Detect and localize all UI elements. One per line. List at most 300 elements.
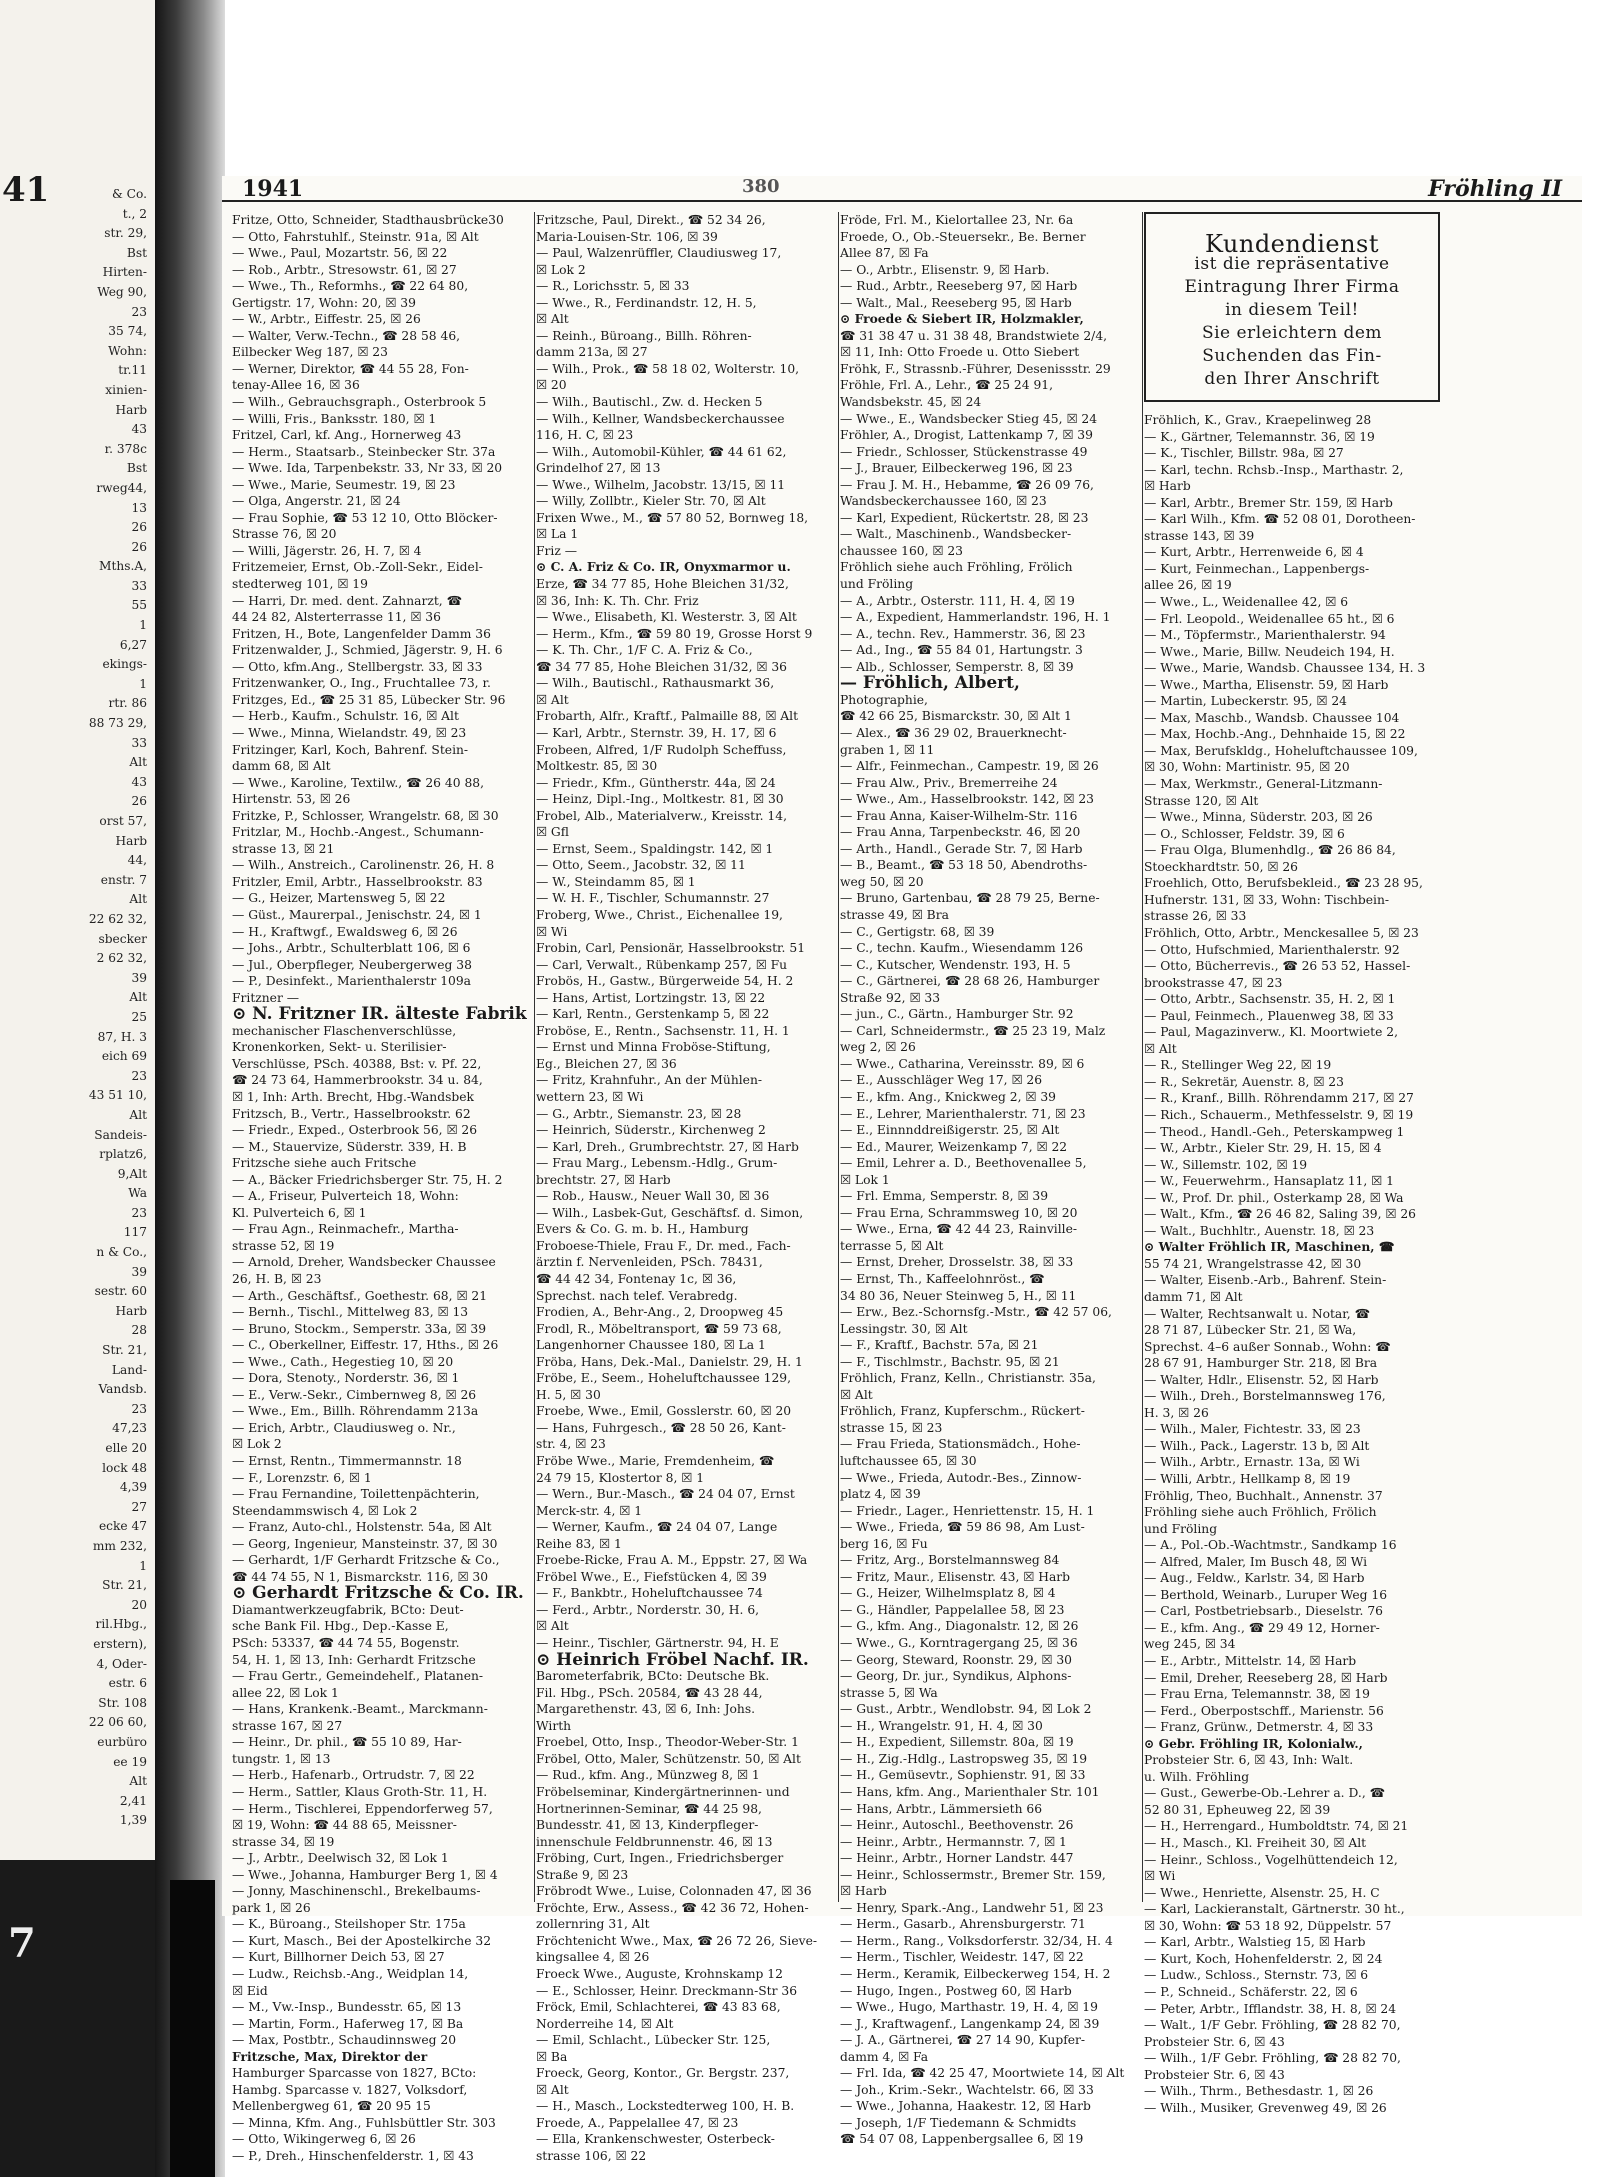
directory-entry-line: Fröbrodt Wwe., Luise, Colonnaden 47, ☒ 36 — [536, 1884, 812, 1899]
previous-page-fragment: Weg 90, — [97, 284, 147, 299]
previous-page-fragment: xinien- — [105, 382, 147, 397]
directory-entry-line: — P., Desinfekt., Marienthalerstr 109a — [232, 974, 472, 989]
directory-entry-line: 28 67 91, Hamburger Str. 218, ☒ Bra — [1144, 1356, 1378, 1371]
directory-entry-line: Verschlüsse, PSch. 40388, Bst: v. Pf. 22, — [232, 1056, 482, 1071]
previous-page-fragment: 25 — [131, 1009, 147, 1024]
directory-entry-line: brechtstr. 27, ☒ Harb — [536, 1172, 671, 1187]
directory-entry-line: — Frl. Leopold., Weidenallee 65 ht., ☒ 6 — [1144, 611, 1395, 626]
previous-page-fragment: 87, H. 3 — [97, 1029, 147, 1044]
directory-entry-line: — Paul, Feinmech., Plauenweg 38, ☒ 33 — [1144, 1008, 1394, 1023]
directory-entry-line: — R., Sekretär, Auenstr. 8, ☒ 23 — [1144, 1074, 1344, 1089]
directory-entry-line: sche Bank Fil. Hbg., Dep.-Kasse E, — [232, 1619, 449, 1634]
directory-entry-line: — Herm., Keramik, Eilbeckerweg 154, H. 2 — [840, 1966, 1111, 1981]
directory-entry-line: — Frau Sophie, ☎ 53 12 10, Otto Blöcker- — [232, 510, 498, 525]
directory-entry-line: — A., techn. Rev., Hammerstr. 36, ☒ 23 — [840, 626, 1086, 641]
directory-entry-line: Froböse, E., Rentn., Sachsenstr. 11, H. 1 — [536, 1023, 790, 1038]
directory-entry-line: — Ad., Ing., ☎ 55 84 01, Hartungstr. 3 — [840, 643, 1083, 658]
directory-entry-line: platz 4, ☒ 39 — [840, 1487, 921, 1502]
directory-entry-line: — Paul, Magazinverw., Kl. Moortwiete 2, — [1144, 1025, 1399, 1040]
previous-page-fragment: n & Co., — [96, 1245, 147, 1260]
directory-entry-line: — Peter, Arbtr., Ifflandstr. 38, H. 8, ☒ 24 — [1144, 2001, 1397, 2016]
previous-page-text-fragments — [0, 0, 155, 2177]
directory-entry-line: Probsteier Str. 6, ☒ 43 — [1144, 2034, 1285, 2049]
directory-entry-line: — Hans, Artist, Lortzingstr. 13, ☒ 22 — [536, 990, 766, 1005]
directory-entry-line: mechanischer Flaschenverschlüsse, — [232, 1023, 457, 1038]
directory-entry-line: — Wilh., Lasbek-Gut, Geschäftsf. d. Simon, — [536, 1205, 804, 1220]
directory-entry-line: — Wilh., Thrm., Bethesdastr. 1, ☒ 26 — [1144, 2084, 1374, 2099]
directory-entry-line: — G., Arbtr., Siemanstr. 23, ☒ 28 — [536, 1106, 742, 1121]
directory-entry-line: — Frau Frieda, Stationsmädch., Hohe- — [840, 1437, 1081, 1452]
previous-page-fragment: 39 — [131, 970, 147, 985]
directory-entry-line: — Johs., Arbtr., Schulterblatt 106, ☒ 6 — [232, 941, 471, 956]
previous-page-fragment: 39 — [131, 1264, 147, 1279]
directory-entry-line: PSch: 53337, ☎ 44 74 55, Bogenstr. — [232, 1636, 460, 1651]
directory-entry-line: — Carl, Postbetriebsarb., Dieselstr. 76 — [1144, 1604, 1384, 1619]
directory-entry-line: — E., kfm. Ang., Knickweg 2, ☒ 39 — [840, 1089, 1056, 1104]
directory-entry-line: Fröhlich siehe auch Fröhling, Frölich — [840, 560, 1073, 575]
previous-page-fragment: rplatz6, — [99, 1147, 147, 1162]
directory-entry-line: Sprechst. 4–6 außer Sonnab., Wohn: ☎ — [1144, 1339, 1391, 1354]
previous-page-fragment: eich 69 — [101, 1049, 147, 1064]
previous-page-fragment: 28 — [131, 1323, 147, 1338]
directory-entry-line: — Werner, Direktor, ☎ 44 55 28, Fon- — [232, 361, 469, 376]
directory-entry-line: Fröde, Frl. M., Kielortallee 23, Nr. 6a — [840, 213, 1074, 227]
directory-entry-line: ☒ 20 — [536, 378, 567, 393]
previous-page-fragment: Sandeis- — [94, 1127, 147, 1142]
directory-entry-line: — Wwe., Catharina, Vereinsstr. 89, ☒ 6 — [840, 1056, 1085, 1071]
directory-entry-line: — Max, Maschb., Wandsb. Chaussee 104 — [1144, 710, 1400, 725]
directory-entry-line: allee 22, ☒ Lok 1 — [232, 1685, 339, 1700]
directory-entry-line: — Friedr., Lager., Henriettenstr. 15, H. 1 — [840, 1503, 1095, 1518]
directory-entry-line: — E., Lehrer, Marienthalerstr. 71, ☒ 23 — [840, 1106, 1086, 1121]
directory-entry-line: — Wwe., Frieda, ☎ 59 86 98, Am Lust- — [840, 1520, 1085, 1535]
directory-entry-line: Eg., Bleichen 27, ☒ 36 — [536, 1056, 677, 1071]
directory-entry-line: — Franz, Grünw., Detmerstr. 4, ☒ 33 — [1144, 1720, 1374, 1735]
directory-entry-line: — Frl. Emma, Semperstr. 8, ☒ 39 — [840, 1189, 1049, 1204]
directory-entry-line: Hortnerinnen-Seminar, ☎ 44 25 98, — [536, 1801, 762, 1816]
directory-entry-line: — Kurt, Feinmechan., Lappenbergs- — [1144, 561, 1370, 576]
directory-entry-line: Frobös, H., Gastw., Bürgerweide 54, H. 2 — [536, 974, 794, 989]
directory-entry-line: Hamburger Sparcasse von 1827, BCto: — [232, 2066, 477, 2081]
directory-entry-line: ☒ Wi — [1144, 1869, 1176, 1884]
book-gutter-shadow — [155, 0, 225, 2177]
directory-entry-line: — Wilh., Musiker, Grevenweg 49, ☒ 26 — [1144, 2100, 1387, 2115]
previous-page-fragment: 4,39 — [119, 1480, 147, 1495]
previous-page-fragment: str. 29, — [104, 226, 147, 241]
previous-page-fragment: 1,39 — [119, 1813, 147, 1828]
directory-entry-line: — Jul., Oberpfleger, Neubergerweg 38 — [232, 957, 472, 972]
directory-entry-line: — Herb., Kaufm., Schulstr. 16, ☒ Alt — [232, 709, 459, 724]
directory-entry-line: 28 71 87, Lübecker Str. 21, ☒ Wa, — [1144, 1323, 1357, 1338]
directory-entry-line: — Wwe., Minna, Wielandstr. 49, ☒ 23 — [232, 725, 467, 740]
directory-entry-line: Fröbelseminar, Kindergärtnerinnen- und — [536, 1784, 790, 1799]
directory-entry-line: — Herm., Tischler, Weidestr. 147, ☒ 22 — [840, 1950, 1084, 1965]
directory-entry-line: Fritzenwalder, J., Schmied, Jägerstr. 9, H. 6 — [232, 643, 503, 658]
directory-entry-line: ☒ La 1 — [536, 527, 579, 542]
directory-entry-line: — Otto, kfm.Ang., Stellbergstr. 33, ☒ 33 — [232, 659, 483, 674]
directory-entry-line: — Joseph, 1/F Tiedemann & Schmidts — [840, 2115, 1077, 2130]
previous-page-fragment: 27 — [131, 1499, 147, 1514]
directory-entry-line: — C., Kutscher, Wendenstr. 193, H. 5 — [840, 957, 1071, 972]
directory-entry-line: — Kurt, Billhorner Deich 53, ☒ 27 — [232, 1950, 445, 1965]
directory-entry-line: ⊙ Froede & Siebert IR, Holzmakler, — [840, 311, 1084, 327]
directory-entry-line: — M., Vw.-Insp., Bundesstr. 65, ☒ 13 — [232, 2000, 462, 2015]
directory-entry-line: — Theod., Handl.-Geh., Peterskampweg 1 — [1144, 1124, 1405, 1139]
directory-entry-line: Diamantwerkzeugfabrik, BCto: Deut- — [232, 1602, 464, 1617]
previous-page-fragment: 44, — [127, 853, 147, 868]
directory-entry-line: — F., Kraftf., Bachstr. 57a, ☒ 21 — [840, 1338, 1039, 1353]
directory-entry-line: — A., Arbtr., Osterstr. 111, H. 4, ☒ 19 — [840, 593, 1075, 608]
directory-entry-line: — O., Arbtr., Elisenstr. 9, ☒ Harb. — [840, 262, 1050, 277]
directory-entry-line: — Alfr., Feinmechan., Campestr. 19, ☒ 26 — [840, 759, 1099, 774]
directory-entry-line: — Erw., Bez.-Schornsfg.-Mstr., ☎ 42 57 06, — [840, 1305, 1112, 1320]
previous-page-fragment: 2,41 — [119, 1793, 147, 1808]
directory-entry-line: kingsallee 4, ☒ 26 — [536, 1950, 650, 1965]
directory-entry-line: — Walt., Buchhltr., Auenstr. 18, ☒ 23 — [1144, 1223, 1375, 1238]
directory-entry-line: Eilbecker Weg 187, ☒ 23 — [232, 345, 388, 360]
directory-entry-line: 24 79 15, Klostertor 8, ☒ 1 — [536, 1470, 705, 1485]
previous-page-fragment: r. 378c — [104, 441, 147, 456]
directory-entry-line: — K., Büroang., Steilshoper Str. 175a — [232, 1917, 466, 1932]
directory-entry-line: — Walt., Mal., Reeseberg 95, ☒ Harb — [840, 295, 1072, 310]
directory-entry-line: — Karl, Arbtr., Bremer Str. 159, ☒ Harb — [1144, 495, 1393, 510]
previous-page-fragment: 13 — [131, 500, 147, 515]
previous-page-fragment: 33 — [131, 578, 147, 593]
header-running-head: Fröhling II — [1428, 176, 1562, 202]
directory-entry-line: — Wilh., Prok., ☎ 58 18 02, Wolterstr. 10, — [536, 361, 800, 376]
kundendienst-advert-box — [1144, 212, 1440, 402]
directory-entry-line: — R., Kranf., Billh. Röhrendamm 217, ☒ 27 — [1144, 1091, 1414, 1106]
directory-entry-line: — C., Oberkellner, Eiffestr. 17, Hths., ☒ 26 — [232, 1338, 499, 1353]
previous-page-year-fragment: 41 — [2, 170, 50, 210]
directory-entry-line: — Bruno, Stockm., Semperstr. 33a, ☒ 39 — [232, 1321, 487, 1336]
directory-entry-line: ☎ 54 07 08, Lappenbergsallee 6, ☒ 19 — [840, 2132, 1084, 2147]
directory-entry-line: Fritzsche, Max, Direktor der — [232, 2048, 428, 2064]
directory-entry-line: — Frau Olga, Blumenhdlg., ☎ 26 86 84, — [1144, 843, 1396, 858]
directory-entry-line: — Hans, Fuhrgesch., ☎ 28 50 26, Kant- — [536, 1420, 786, 1435]
directory-entry-line: Strasse 120, ☒ Alt — [1144, 793, 1259, 808]
directory-entry-line: u. Wilh. Fröhling — [1144, 1769, 1250, 1784]
directory-entry-line: berg 16, ☒ Fu — [840, 1536, 928, 1551]
directory-entry-line: — Paul, Walzenrüffler, Claudiusweg 17, — [536, 246, 782, 261]
directory-entry-line: Reihe 83, ☒ 1 — [536, 1536, 622, 1551]
previous-page-fragment: ekings- — [102, 657, 147, 672]
directory-entry-line: — Wilh., Pack., Lagerstr. 13 b, ☒ Alt — [1144, 1438, 1370, 1453]
directory-entry-line: — Frau Anna, Kaiser-Wilhelm-Str. 116 — [840, 808, 1078, 823]
directory-entry-line: ☒ Alt — [840, 1387, 873, 1402]
directory-entry-line: — Fritz, Maur., Elisenstr. 43, ☒ Harb — [840, 1569, 1071, 1584]
directory-entry-line: Fritzner — — [232, 990, 300, 1005]
directory-entry-line: Fröbel, Otto, Maler, Schützenstr. 50, ☒ Alt — [536, 1751, 801, 1766]
directory-entry-line: — J., Brauer, Eilbeckerweg 196, ☒ 23 — [840, 461, 1073, 476]
directory-entry-line: Fritzsche siehe auch Fritsche — [232, 1156, 417, 1171]
directory-entry-line: Grindelhof 27, ☒ 13 — [536, 461, 661, 476]
directory-entry-line: — Ed., Maurer, Weizenkamp 7, ☒ 22 — [840, 1139, 1068, 1154]
directory-entry-line: — Heinr., Schlossermstr., Bremer Str. 159, — [840, 1867, 1106, 1882]
directory-entry-line: Fritzemeier, Ernst, Ob.-Zoll-Sekr., Eidel- — [232, 560, 483, 575]
directory-entry-line: ☒ 30, Wohn: ☎ 53 18 92, Düppelstr. 57 — [1144, 1918, 1392, 1933]
directory-entry-line: — R., Stellinger Weg 22, ☒ 19 — [1144, 1058, 1332, 1073]
directory-entry-line: — Reinh., Büroang., Billh. Röhren- — [536, 328, 752, 343]
directory-entry-line: Froebe, Wwe., Emil, Gosslerstr. 60, ☒ 20 — [536, 1404, 792, 1419]
directory-entry-line: damm 213a, ☒ 27 — [536, 345, 648, 360]
previous-page-fragment: sbecker — [98, 931, 147, 946]
previous-page-fragment: 23 — [131, 1401, 147, 1416]
directory-entry-line: — W., Feuerwehrm., Hansaplatz 11, ☒ 1 — [1144, 1174, 1394, 1189]
directory-entry-line: — H., Kraftwgf., Ewaldsweg 6, ☒ 26 — [232, 924, 458, 939]
directory-entry-line: Froede, A., Pappelallee 47, ☒ 23 — [536, 2115, 739, 2130]
directory-entry-line: ☎ 44 42 34, Fontenay 1c, ☒ 36, — [536, 1272, 737, 1286]
previous-page-fragment: & Co. — [111, 187, 147, 201]
directory-entry-line: ☒ 11, Inh: Otto Froede u. Otto Siebert — [840, 345, 1080, 360]
directory-entry-line: — Karl, Expedient, Rückertstr. 28, ☒ 23 — [840, 510, 1089, 525]
directory-entry-line: — Otto, Fahrstuhlf., Steinstr. 91a, ☒ Alt — [232, 229, 479, 244]
directory-column-3 — [840, 212, 1138, 2147]
directory-entry-line: — H., Expedient, Sillemstr. 80a, ☒ 19 — [840, 1735, 1074, 1750]
directory-entry-line: Froehlich, Otto, Berufsbekleid., ☎ 23 28 95, — [1144, 876, 1423, 891]
previous-page-fragment: Harb — [115, 1303, 147, 1318]
directory-entry-line: — Arnold, Dreher, Wandsbecker Chaussee — [232, 1255, 496, 1270]
directory-entry-line: Kl. Pulverteich 6, ☒ 1 — [232, 1205, 367, 1220]
directory-entry-line: — Herm., Kfm., ☎ 59 80 19, Grosse Horst 9 — [536, 626, 813, 641]
directory-entry-line: ☒ Eid — [232, 1983, 268, 1998]
previous-page-fragment: 23 — [131, 1068, 147, 1083]
directory-entry-line: strasse 167, ☒ 27 — [232, 1718, 343, 1733]
directory-entry-line: — Wilh., Dreh., Borstelmannsweg 176, — [1144, 1389, 1386, 1404]
previous-page-fragment: 2 62 32, — [96, 951, 147, 966]
directory-entry-line: — W., Sillemstr. 102, ☒ 19 — [1144, 1157, 1308, 1172]
directory-entry-line: — Friedr., Schlosser, Stückenstrasse 49 — [840, 444, 1088, 459]
directory-entry-line: Fröchtenicht Wwe., Max, ☎ 26 72 26, Sieve- — [536, 1933, 818, 1948]
directory-entry-line: ☒ 19, Wohn: ☎ 44 88 65, Meissner- — [232, 1818, 457, 1833]
directory-entry-line: — O., Schlosser, Feldstr. 39, ☒ 6 — [1144, 826, 1345, 841]
directory-entry-line: — Ella, Krankenschwester, Osterbeck- — [536, 2132, 775, 2147]
directory-entry-line: — Bernh., Tischl., Mittelweg 83, ☒ 13 — [232, 1305, 469, 1320]
directory-entry-line: Fritzges, Ed., ☎ 25 31 85, Lübecker Str. 96 — [232, 692, 506, 707]
previous-page-fragment: Mths.A, — [98, 559, 147, 574]
directory-entry-line: — Wwe., Em., Billh. Röhrendamm 213a — [232, 1404, 479, 1419]
directory-entry-line: — Frau Agn., Reinmachefr., Martha- — [232, 1222, 459, 1237]
directory-entry-line: — Otto, Hufschmied, Marienthalerstr. 92 — [1144, 942, 1400, 957]
directory-entry-line: — Wwe. Ida, Tarpenbekstr. 33, Nr 33, ☒ 20 — [232, 461, 503, 476]
directory-entry-line: — Karl, Arbtr., Walstieg 15, ☒ Harb — [1144, 1935, 1366, 1950]
directory-entry-line: Froebel, Otto, Insp., Theodor-Weber-Str. 1 — [536, 1735, 799, 1750]
directory-entry-line: — Wwe., Th., Reformhs., ☎ 22 64 80, — [232, 279, 469, 294]
previous-page-fragment: Alt — [129, 1774, 147, 1789]
directory-entry-line: — Fritz, Arg., Borstelmannsweg 84 — [840, 1553, 1060, 1568]
directory-entry-line: — Friedr., Kfm., Güntherstr. 44a, ☒ 24 — [536, 775, 776, 790]
directory-entry-line: — W., Arbtr., Kieler Str. 29, H. 15, ☒ 4 — [1144, 1141, 1382, 1156]
directory-entry-line: Photographie, — [840, 692, 928, 707]
directory-entry-line: ⊙ Heinrich Fröbel Nachf. IR. — [536, 1649, 809, 1670]
previous-page-fragment: 33 — [131, 735, 147, 750]
directory-entry-line: — Friedr., Exped., Osterbrook 56, ☒ 26 — [232, 1123, 478, 1138]
directory-entry-line: — Bruno, Gartenbau, ☎ 28 79 25, Berne- — [840, 891, 1100, 906]
directory-entry-line: — Aug., Feldw., Karlstr. 34, ☒ Harb — [1144, 1571, 1365, 1586]
directory-entry-line: — Ernst, Rentn., Timmermannstr. 18 — [232, 1454, 462, 1469]
directory-entry-line: ☒ Gfl — [536, 825, 569, 840]
directory-entry-line: strasse 13, ☒ 21 — [232, 841, 335, 856]
directory-entry-line: Hirtenstr. 53, ☒ 26 — [232, 792, 351, 807]
directory-entry-line: strasse 49, ☒ Bra — [840, 907, 949, 922]
directory-entry-line: ☒ Alt — [536, 692, 569, 707]
directory-entry-line: — Frau Alw., Priv., Bremerreihe 24 — [840, 775, 1058, 790]
directory-entry-line: — Franz, Auto-chl., Holstenstr. 54a, ☒ Alt — [232, 1520, 492, 1535]
directory-entry-line: ☒ Lok 2 — [536, 262, 586, 277]
previous-page-fragment: eurbüro — [97, 1734, 147, 1749]
directory-entry-line: — Wilh., Maler, Fichtestr. 33, ☒ 23 — [1144, 1422, 1361, 1437]
directory-entry-line: — Ernst und Minna Froböse-Stiftung, — [536, 1040, 771, 1055]
directory-entry-line: — P., Schneid., Schäferstr. 22, ☒ 6 — [1144, 1984, 1358, 1999]
directory-entry-line: ☒ Ba — [536, 2049, 568, 2064]
directory-entry-line: — Wern., Bur.-Masch., ☎ 24 04 07, Ernst — [536, 1487, 795, 1502]
directory-entry-line: — Wwe., E., Wandsbecker Stieg 45, ☒ 24 — [840, 411, 1098, 426]
directory-entry-line: Moltkestr. 85, ☒ 30 — [536, 759, 658, 774]
directory-entry-line: — Max, Hochb.-Ang., Dehnhaide 15, ☒ 22 — [1144, 727, 1406, 742]
previous-page-fragment: Alt — [129, 755, 147, 770]
directory-entry-line: — Willy, Zollbtr., Kieler Str. 70, ☒ Alt — [536, 494, 766, 509]
directory-entry-line: — Wwe., Erna, ☎ 42 44 23, Rainville- — [840, 1222, 1078, 1237]
directory-entry-line: — Karl, Lackieranstalt, Gärtnerstr. 30 ht., — [1144, 1902, 1405, 1917]
previous-page-fragment: 20 — [131, 1597, 147, 1612]
directory-entry-line: 34 80 36, Neuer Steinweg 5, H., ☒ 11 — [840, 1288, 1077, 1303]
directory-entry-line: ⊙ Gerhardt Fritzsche & Co. IR. — [232, 1583, 524, 1604]
directory-entry-line: ⊙ Gebr. Fröhling IR, Kolonialw., — [1144, 1735, 1363, 1751]
directory-entry-line: — H., Masch., Kl. Freiheit 30, ☒ Alt — [1144, 1836, 1367, 1851]
directory-entry-line: ⊙ Walter Fröhlich IR, Maschinen, ☎ — [1144, 1239, 1395, 1255]
directory-entry-line: — Herm., Sattler, Klaus Groth-Str. 11, H. — [232, 1784, 488, 1799]
directory-entry-line: — Otto, Wikingerweg 6, ☒ 26 — [232, 2132, 416, 2147]
previous-page-fragment: 88 73 29, — [88, 716, 147, 731]
directory-entry-line: — E., kfm. Ang., ☎ 29 49 12, Horner- — [1144, 1620, 1380, 1635]
directory-entry-line: Fröhlig, Theo, Buchhalt., Annenstr. 37 — [1144, 1488, 1383, 1503]
advert-line: Suchenden das Fin- — [1202, 345, 1382, 366]
directory-entry-line: Fritzlar, M., Hochb.-Angest., Schumann- — [232, 825, 484, 840]
directory-entry-line: ☒ Lok 1 — [840, 1172, 890, 1187]
directory-entry-line: Merck-str. 4, ☒ 1 — [536, 1503, 643, 1518]
directory-entry-line: — Wilh., Bautischl., Zw. d. Hecken 5 — [536, 395, 763, 410]
directory-entry-line: graben 1, ☒ 11 — [840, 742, 935, 757]
directory-entry-line: — Wwe., Cath., Hegestieg 10, ☒ 20 — [232, 1354, 454, 1369]
directory-entry-line: — Wwe., Martha, Elisenstr. 59, ☒ Harb — [1144, 677, 1389, 692]
directory-entry-line: brookstrasse 47, ☒ 23 — [1144, 975, 1283, 990]
directory-entry-line: — Wilh., Automobil-Kühler, ☎ 44 61 62, — [536, 444, 787, 459]
directory-entry-line: 44 24 82, Alsterterrasse 11, ☒ 36 — [232, 610, 441, 625]
directory-entry-line: — Otto, Seem., Jacobstr. 32, ☒ 11 — [536, 858, 746, 873]
directory-entry-line: Froboese-Thiele, Frau F., Dr. med., Fach- — [536, 1238, 791, 1253]
directory-entry-line: — Walter, Hdlr., Elisenstr. 52, ☒ Harb — [1144, 1372, 1379, 1387]
directory-entry-line: — Heinr., Arbtr., Hermannstr. 7, ☒ 1 — [840, 1834, 1067, 1849]
directory-entry-line: H. 3, ☒ 26 — [1144, 1405, 1209, 1420]
previous-page-fragment: Wohn: — [108, 343, 147, 358]
directory-entry-line: strasse 52, ☒ 19 — [232, 1238, 335, 1253]
directory-entry-line: — Hans, Krankenk.-Beamt., Marckmann- — [232, 1702, 488, 1717]
previous-page-fragment: 35 74, — [108, 324, 147, 339]
directory-entry-line: — Walt., 1/F Gebr. Fröhling, ☎ 28 82 70, — [1144, 2018, 1401, 2033]
book-gutter-dark — [170, 1880, 215, 2177]
previous-page-fragment: erstern), — [93, 1636, 147, 1651]
previous-page-fragment: 43 — [131, 422, 147, 437]
directory-entry-line: damm 71, ☒ Alt — [1144, 1289, 1243, 1304]
directory-entry-line: Fritzinger, Karl, Koch, Bahrenf. Stein- — [232, 742, 469, 757]
directory-entry-line: — Carl, Verwalt., Rübenkamp 257, ☒ Fu — [536, 957, 788, 972]
directory-entry-line: — E., Verw.-Sekr., Cimbernweg 8, ☒ 26 — [232, 1387, 477, 1402]
directory-entry-line: — R., Lorichsstr. 5, ☒ 33 — [536, 279, 690, 294]
previous-page-fragment: Alt — [129, 892, 147, 907]
directory-entry-line: Barometerfabrik, BCto: Deutsche Bk. — [536, 1669, 770, 1684]
directory-entry-line: — B., Beamt., ☎ 53 18 50, Abendroths- — [840, 858, 1088, 873]
directory-entry-line: — Jonny, Maschinenschl., Brekelbaums- — [232, 1884, 481, 1899]
directory-entry-line: — Ferd., Arbtr., Norderstr. 30, H. 6, — [536, 1602, 760, 1617]
directory-entry-line: Fröhle, Frl. A., Lehr., ☎ 25 24 91, — [840, 378, 1054, 393]
previous-page-fragment: orst 57, — [99, 814, 147, 828]
directory-entry-line: Frodien, A., Behr-Ang., 2, Droopweg 45 — [536, 1305, 784, 1320]
directory-entry-line: ☒ 30, Wohn: Martinistr. 95, ☒ 20 — [1144, 760, 1350, 775]
directory-entry-line: — K., Tischler, Billstr. 98a, ☒ 27 — [1144, 446, 1344, 461]
advert-line: in diesem Teil! — [1225, 299, 1359, 320]
directory-entry-line: — Fritz, Krahnfuhr., An der Mühlen- — [536, 1073, 763, 1088]
directory-entry-line: Fröbing, Curt, Ingen., Friedrichsberger — [536, 1851, 784, 1866]
directory-entry-line: — Arth., Handl., Gerade Str. 7, ☒ Harb — [840, 841, 1083, 856]
directory-entry-line: ☒ Alt — [1144, 1041, 1177, 1056]
directory-entry-line: Fröchte, Erw., Assess., ☎ 42 36 72, Hohen- — [536, 1900, 809, 1915]
directory-entry-line: 116, H. C, ☒ 23 — [536, 428, 634, 443]
directory-entry-line: Fritzsch, B., Vertr., Hasselbrookstr. 62 — [232, 1106, 471, 1121]
directory-entry-line: Fröhler, A., Drogist, Lattenkamp 7, ☒ 39 — [840, 428, 1093, 443]
previous-page-fragment: 43 — [131, 774, 147, 789]
header-year: 1941 — [242, 176, 304, 202]
directory-entry-line: strasse 34, ☒ 19 — [232, 1834, 335, 1849]
directory-entry-line: stedterweg 101, ☒ 19 — [232, 577, 368, 592]
directory-entry-line: — Arth., Geschäftsf., Goethestr. 68, ☒ 21 — [232, 1288, 488, 1303]
directory-entry-line: Langenhorner Chaussee 180, ☒ La 1 — [536, 1338, 766, 1353]
directory-entry-line: — Frau Anna, Tarpenbeckstr. 46, ☒ 20 — [840, 825, 1081, 840]
previous-page-fragment: elle 20 — [105, 1441, 147, 1455]
directory-entry-line: Allee 87, ☒ Fa — [840, 246, 929, 261]
directory-entry-line: Fritzler, Emil, Arbtr., Hasselbrookstr. 83 — [232, 874, 483, 889]
directory-entry-line: — Wwe., Henriette, Alsenstr. 25, H. C — [1144, 1885, 1380, 1900]
directory-entry-line: Fröhlich, Franz, Kupferschm., Rückert- — [840, 1404, 1085, 1419]
directory-entry-line: Strasse 76, ☒ 20 — [232, 527, 337, 542]
directory-entry-line: — Wwe., Elisabeth, Kl. Westerstr. 3, ☒ Alt — [536, 610, 797, 625]
directory-entry-line: Froeck, Georg, Kontor., Gr. Bergstr. 237, — [536, 2066, 790, 2081]
directory-entry-line: — G., Händler, Pappelallee 58, ☒ 23 — [840, 1602, 1065, 1617]
directory-entry-line: chaussee 160, ☒ 23 — [840, 543, 964, 558]
directory-entry-line: Straße 9, ☒ 23 — [536, 1867, 629, 1882]
directory-entry-line: Stoeckhardtstr. 50, ☒ 26 — [1144, 859, 1298, 874]
directory-entry-line: — Herm., Rang., Volksdorferstr. 32/34, H. 4 — [840, 1933, 1113, 1948]
directory-entry-line: — Ernst, Th., Kaffeelohnröst., ☎ — [840, 1272, 1045, 1286]
directory-entry-line: — Wwe., R., Ferdinandstr. 12, H. 5, — [536, 295, 757, 310]
directory-entry-line: — C., techn. Kaufm., Wiesendamm 126 — [840, 941, 1084, 956]
directory-entry-line: ☒ 1, Inh: Arth. Brecht, Hbg.-Wandsbek — [232, 1089, 474, 1104]
directory-entry-line: — C., Gertigstr. 68, ☒ 39 — [840, 924, 995, 939]
directory-entry-line: — Karl, techn. Rchsb.-Insp., Marthastr. 2, — [1144, 462, 1404, 477]
directory-entry-line: ⊙ C. A. Friz & Co. IR, Onyxmarmor u. — [536, 559, 791, 575]
previous-page-fragment: 4, Oder- — [96, 1656, 147, 1671]
directory-entry-line: ☒ Alt — [536, 312, 569, 327]
directory-entry-line: — Rich., Schauerm., Methfesselstr. 9, ☒ 19 — [1144, 1107, 1414, 1122]
previous-page-edge — [0, 0, 155, 2177]
directory-entry-line: — Wilh., Anstreich., Carolinenstr. 26, H. 8 — [232, 858, 495, 873]
directory-entry-line: — Frau Erna, Schrammsweg 10, ☒ 20 — [840, 1205, 1078, 1220]
column-rule — [534, 212, 535, 1902]
previous-page-fragment: Str. 21, — [102, 1578, 147, 1593]
directory-entry-line: — J. A., Gärtnerei, ☎ 27 14 90, Kupfer- — [840, 2033, 1086, 2048]
directory-entry-line: — Heinr., Tischler, Gärtnerstr. 94, H. E — [536, 1636, 779, 1651]
previous-page-fragment: tr.11 — [118, 363, 147, 378]
directory-entry-line: 55 74 21, Wrangelstrasse 42, ☒ 30 — [1144, 1256, 1362, 1271]
